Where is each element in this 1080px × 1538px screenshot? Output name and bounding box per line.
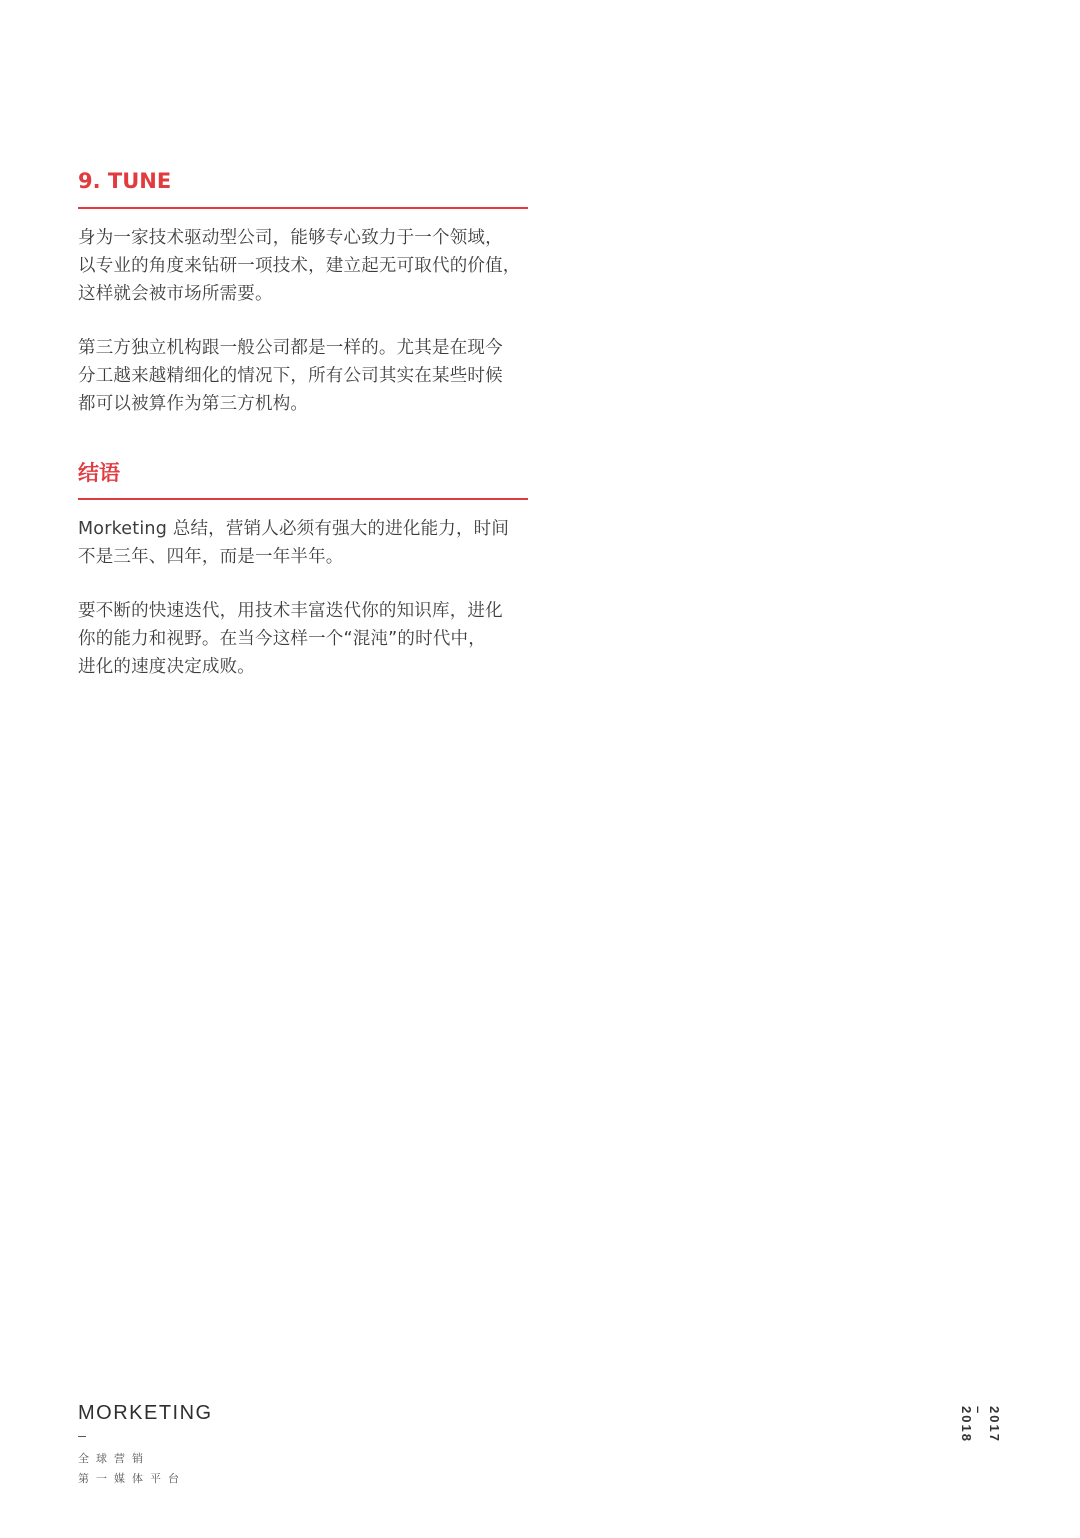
footer-tagline-line2: 第一媒体平台 bbox=[78, 1472, 186, 1485]
section-divider bbox=[78, 498, 528, 500]
year-end: 2018 bbox=[959, 1406, 974, 1443]
footer-dash bbox=[78, 1436, 86, 1437]
paragraph-line: 分工越来越精细化的情况下，所有公司其实在某些时候 bbox=[78, 366, 503, 386]
paragraph-line: 身为一家技术驱动型公司，能够专心致力于一个领域， bbox=[78, 228, 503, 248]
footer-tagline-line1: 全球营销 bbox=[78, 1452, 150, 1465]
paragraph-line: 进化的速度决定成败。 bbox=[78, 657, 255, 677]
section-divider bbox=[78, 207, 528, 209]
paragraph-line: 你的能力和视野。在当今这样一个“混沌”的时代中， bbox=[78, 629, 486, 649]
section-title-tune: 9. TUNE bbox=[78, 169, 172, 193]
year-start: 2017 bbox=[987, 1406, 1002, 1443]
paragraph-line: 不是三年、四年，而是一年半年。 bbox=[78, 547, 344, 567]
paragraph bbox=[78, 334, 530, 418]
paragraph bbox=[78, 597, 530, 681]
paragraph bbox=[78, 224, 530, 308]
paragraph-line: 要不断的快速迭代，用技术丰富迭代你的知识库，进化 bbox=[78, 601, 503, 621]
paragraph-line: 这样就会被市场所需要。 bbox=[78, 284, 273, 304]
paragraph-line: 以专业的角度来钻研一项技术，建立起无可取代的价值， bbox=[78, 256, 521, 276]
year-range bbox=[958, 1404, 1004, 1444]
paragraph bbox=[78, 515, 530, 571]
year-separator: – bbox=[971, 1406, 986, 1416]
paragraph-line: Morketing 总结，营销人必须有强大的进化能力，时间 bbox=[78, 519, 510, 539]
footer-brand-logo: MORKETING bbox=[78, 1402, 213, 1424]
section-title-conclusion: 结语 bbox=[78, 461, 120, 485]
paragraph-line: 都可以被算作为第三方机构。 bbox=[78, 394, 309, 414]
paragraph-line: 第三方独立机构跟一般公司都是一样的。尤其是在现今 bbox=[78, 338, 503, 358]
